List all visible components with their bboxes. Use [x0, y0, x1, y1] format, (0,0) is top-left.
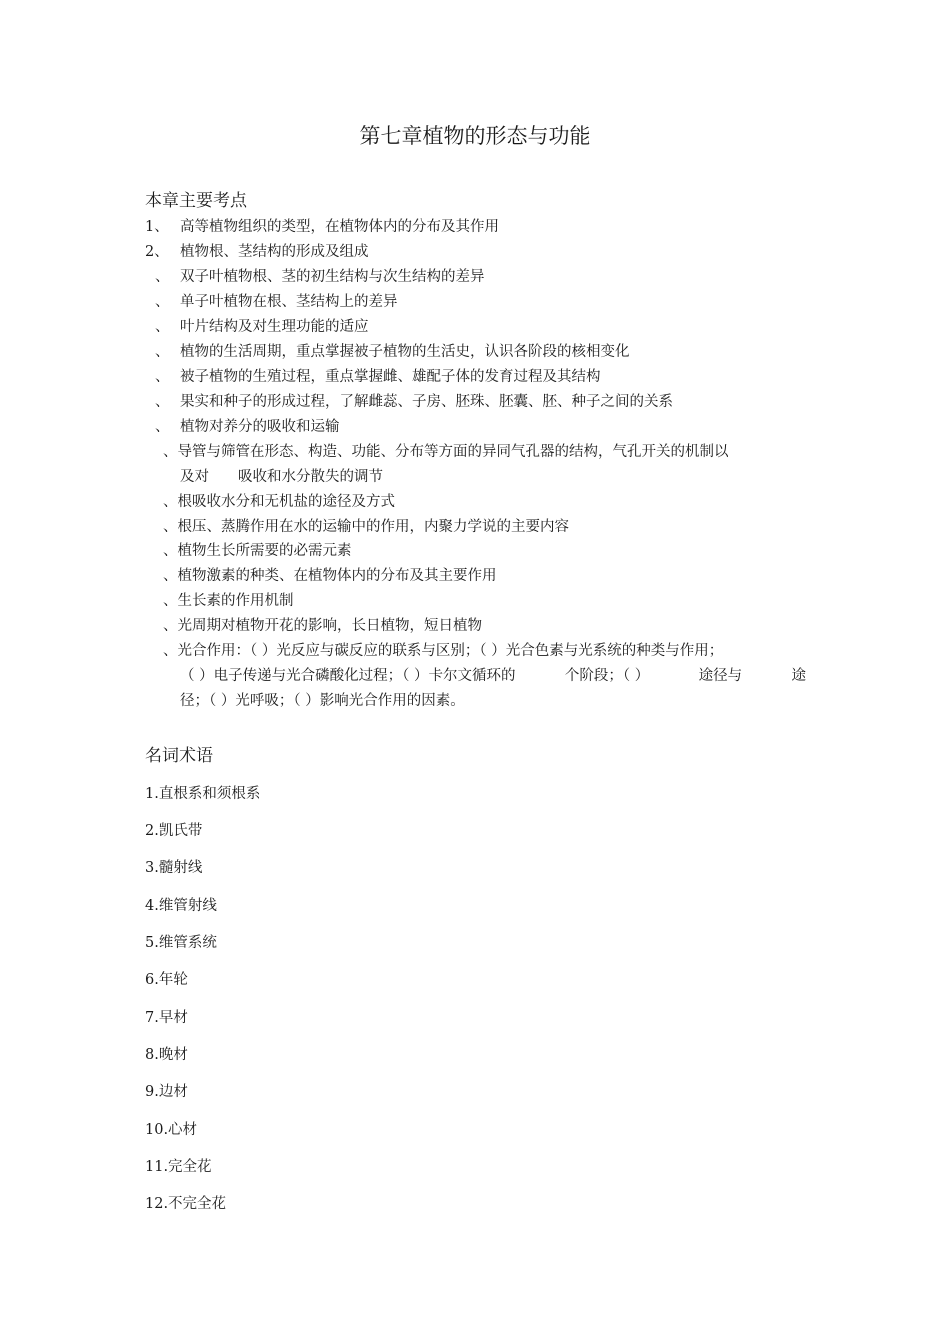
chapter-title: 第七章植物的形态与功能 [359, 124, 591, 148]
terms-heading: 名词术语 [145, 746, 213, 766]
term-item: 5.维管系统 [145, 935, 217, 951]
sub-item: 、根压、蒸腾作用在水的运输中的作用，内聚力学说的主要内容 [163, 519, 569, 535]
term-item: 12.不完全花 [145, 1196, 227, 1212]
item-separator: 、 [155, 294, 170, 310]
item-text: 单子叶植物在根、茎结构上的差异 [180, 294, 398, 310]
text-fragment: 途 [791, 668, 806, 684]
sub-item: 、根吸收水分和无机盐的途径及方式 [163, 494, 395, 510]
text-fragment: （ ）电子传递与光合磷酸化过程；（ ）卡尔文循环的 [180, 668, 516, 684]
term-item: 10.心材 [145, 1122, 198, 1138]
item-number: 1、 [145, 219, 169, 235]
item-text: 植物的生活周期，重点掌握被子植物的生活史，认识各阶段的核相变化 [180, 344, 630, 360]
term-item: 4.维管射线 [145, 898, 217, 914]
term-item: 11.完全花 [145, 1159, 212, 1175]
sub-item: 、生长素的作用机制 [163, 593, 294, 609]
term-item: 1.直根系和须根系 [145, 786, 261, 802]
item-text: 植物根、茎结构的形成及组成 [180, 244, 369, 260]
item-text: 高等植物组织的类型，在植物体内的分布及其作用 [180, 219, 499, 235]
term-item: 2.凯氏带 [145, 823, 203, 839]
item-text: 双子叶植物根、茎的初生结构与次生结构的差异 [180, 269, 485, 285]
item-separator: 、 [155, 369, 170, 385]
sub-item: 、植物激素的种类、在植物体内的分布及其主要作用 [163, 568, 497, 584]
text-fragment: 个阶段；（ ） [564, 668, 650, 684]
item-separator: 、 [155, 319, 170, 335]
term-item: 8.晚材 [145, 1047, 188, 1063]
text-fragment: 途径与 [698, 668, 743, 684]
item-separator: 、 [155, 394, 170, 410]
item-number: 2、 [145, 244, 169, 260]
sub-item-continuation: 及对 吸收和水分散失的调节 [180, 469, 383, 485]
item-text: 被子植物的生殖过程，重点掌握雌、雄配子体的发育过程及其结构 [180, 369, 601, 385]
item-text: 植物对养分的吸收和运输 [180, 419, 340, 435]
photosynthesis-item: 、光合作用：（ ）光反应与碳反应的联系与区别；（ ）光合色素与光系统的种类与作用； [163, 643, 724, 659]
item-separator: 、 [155, 344, 170, 360]
term-item: 3.髓射线 [145, 860, 203, 876]
sub-item: 、导管与筛管在形态、构造、功能、分布等方面的异同气孔器的结构，气孔开关的机制以 [163, 444, 729, 460]
term-item: 6.年轮 [145, 972, 188, 988]
sub-item: 、光周期对植物开花的影响，长日植物，短日植物 [163, 618, 482, 634]
item-text: 果实和种子的形成过程，了解雌蕊、子房、胚珠、胚囊、胚、种子之间的关系 [180, 394, 673, 410]
photosynthesis-item-line2 [180, 666, 806, 686]
key-points-heading: 本章主要考点 [145, 191, 247, 211]
item-separator: 、 [155, 419, 170, 435]
photosynthesis-item-line3: 径；（ ）光呼吸；（ ）影响光合作用的因素。 [180, 693, 465, 709]
sub-item: 、植物生长所需要的必需元素 [163, 543, 352, 559]
term-item: 7.早材 [145, 1010, 188, 1026]
item-separator: 、 [155, 269, 170, 285]
term-item: 9.边材 [145, 1084, 188, 1100]
item-text: 叶片结构及对生理功能的适应 [180, 319, 369, 335]
